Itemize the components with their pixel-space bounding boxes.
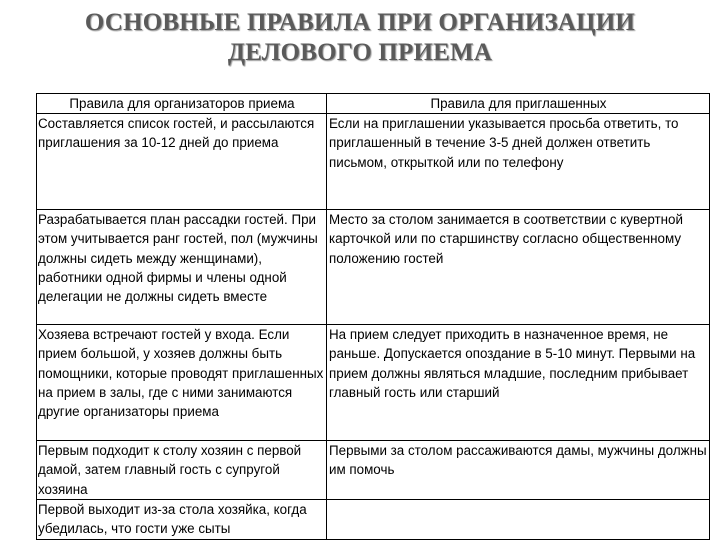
title-line-1: ОСНОВНЫЕ ПРАВИЛА ПРИ ОРГАНИЗАЦИИ	[84, 9, 636, 36]
table-row	[37, 210, 710, 325]
title-line-2: ДЕЛОВОГО ПРИЕМА	[227, 39, 493, 66]
organizers-rule-cell: Хозяева встречают гостей у входа. Если прием большой, у хозяев должны быть помощники, которые проводят приглашенных на прием в залы, где с ними занимаются другие организаторы приема	[37, 325, 327, 441]
guests-rule-cell: Место за столом занимается в соответствии с кувертной карточкой или по старшинству согласно общественному положению гостей	[327, 210, 710, 325]
header-organizers: Правила для организаторов приема	[37, 94, 327, 114]
organizers-rule-cell: Первой выходит из-за стола хозяйка, когда убедилась, что гости уже сыты	[37, 500, 327, 540]
table-row	[37, 114, 710, 210]
organizers-rule-cell: Разрабатывается план рассадки гостей. При этом учитывается ранг гостей, пол (мужчины должны сидеть между женщинами), работники одной фирмы и члены одной делегации не должны сидеть вместе	[37, 210, 327, 325]
table-header-row	[37, 94, 710, 114]
guests-rule-cell: Первыми за столом рассаживаются дамы, мужчины должны им помочь	[327, 441, 710, 500]
organizers-rule-cell: Составляется список гостей, и рассылаются приглашения за 10-12 дней до приема	[37, 114, 327, 210]
table-row	[37, 441, 710, 500]
guests-rule-cell: Если на приглашении указывается просьба ответить, то приглашенный в течение 3-5 дней должен ответить письмом, открыткой или по телефону	[327, 114, 710, 210]
page-title	[0, 8, 720, 68]
organizers-rule-cell: Первым подходит к столу хозяин с первой дамой, затем главный гость с супругой хозяина	[37, 441, 327, 500]
table-row	[37, 500, 710, 540]
guests-rule-cell	[327, 500, 710, 540]
header-guests: Правила для приглашенных	[327, 94, 710, 114]
table-row	[37, 325, 710, 441]
rules-table	[36, 93, 710, 540]
guests-rule-cell: На прием следует приходить в назначенное время, не раньше. Допускается опоздание в 5-10 минут. Первыми на прием должны являться младшие, последним прибывает главный гость или старший	[327, 325, 710, 441]
